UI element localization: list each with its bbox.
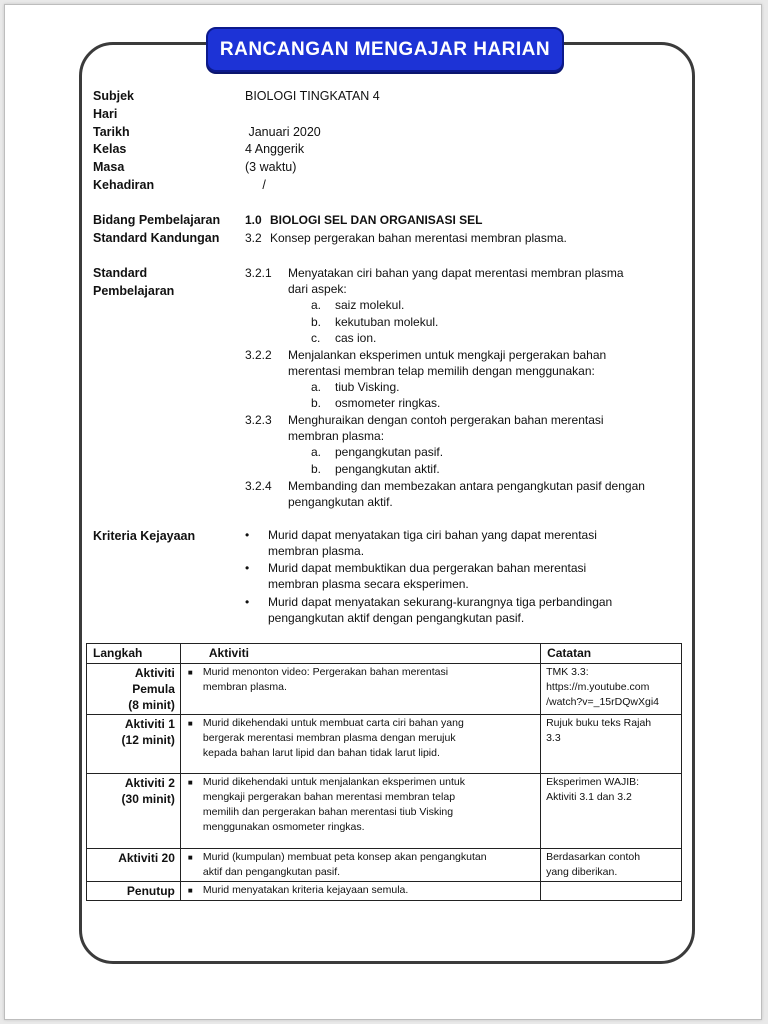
sp-sub-text: kekutuban molekul. xyxy=(335,315,439,329)
stage-text: Aktiviti 2 xyxy=(124,776,175,790)
bullet-square-icon: ■ xyxy=(187,778,193,787)
activity-text: menggunakan osmometer ringkas. xyxy=(202,821,365,833)
note-text: Eksperimen WAJIB: xyxy=(546,776,640,788)
table-row xyxy=(87,715,682,774)
activity-text: memilih dan pergerakan bahan merentasi tiub Visking xyxy=(202,806,454,818)
sp-sub-key: a. xyxy=(311,380,322,394)
kelas-value: 4 Anggerik xyxy=(245,142,305,156)
sp-sub-text: cas ion. xyxy=(335,331,377,345)
activity-text: bergerak merentasi membran plasma dengan merujuk xyxy=(202,732,456,744)
sp-sub-text: pengangkutan aktif. xyxy=(335,462,440,476)
sp-sub-key: a. xyxy=(311,445,322,459)
sp-sub-key: c. xyxy=(311,331,321,345)
sp-sub-key: b. xyxy=(311,396,322,410)
activity-text: Murid dikehendaki untuk membuat carta ciri bahan yang xyxy=(202,717,464,729)
note-text: TMK 3.3: xyxy=(546,666,589,678)
sp-sub-text: osmometer ringkas. xyxy=(335,396,441,410)
note-text: Aktiviti 3.1 dan 3.2 xyxy=(546,791,632,803)
activity-cell xyxy=(180,715,540,774)
stage-text: Aktiviti 1 xyxy=(124,717,175,731)
bidang-label: Bidang Pembelajaran xyxy=(93,213,221,227)
note-cell xyxy=(541,849,682,882)
activity-text: Murid dikehendaki untuk menjalankan eksperimen untuk xyxy=(202,776,465,788)
bullet-square-icon: ■ xyxy=(187,853,193,862)
sp-item-text: merentasi membran telap memilih dengan menggunakan: xyxy=(288,364,595,378)
sp-item-text: Membanding dan membezakan antara pengangkutan pasif dengan xyxy=(288,479,645,493)
activity-table xyxy=(86,643,682,901)
table-row xyxy=(87,774,682,849)
note-cell xyxy=(541,882,682,901)
note-cell xyxy=(541,715,682,774)
sp-item-text: dari aspek: xyxy=(288,282,347,296)
stage-text: (8 minit) xyxy=(128,698,175,712)
kehadiran-label: Kehadiran xyxy=(93,178,155,192)
sp-sub-text: tiub Visking. xyxy=(335,380,400,394)
sp-label-line2: Pembelajaran xyxy=(93,284,175,298)
kriteria-item: Murid dapat membuktikan dua pergerakan bahan merentasi xyxy=(268,561,587,575)
table-row xyxy=(87,882,682,901)
kriteria-item: pengangkutan aktif dengan pengangkutan pasif. xyxy=(268,611,525,625)
bullet-square-icon: ■ xyxy=(187,719,193,728)
masa-value: (3 waktu) xyxy=(245,160,297,174)
note-text: Rujuk buku teks Rajah xyxy=(546,717,652,729)
note-text: yang diberikan. xyxy=(546,866,618,878)
bullet-icon: • xyxy=(245,528,250,542)
stage-text: Aktiviti 20 xyxy=(118,851,175,865)
activity-text: Murid (kumpulan) membuat peta konsep akan pengangkutan xyxy=(202,851,487,863)
note-text: /watch?v=_15rDQwXgi4 xyxy=(546,696,659,708)
sp-item-num: 3.2.1 xyxy=(245,266,272,280)
hari-label: Hari xyxy=(93,107,118,121)
activity-text: Murid menyatakan kriteria kejayaan semula. xyxy=(202,884,409,896)
tarikh-label: Tarikh xyxy=(93,125,130,139)
note-text: https://m.youtube.com xyxy=(546,681,650,693)
kandungan-text: Konsep pergerakan bahan merentasi membran plasma. xyxy=(270,231,567,245)
sp-item-text: pengangkutan aktif. xyxy=(288,495,393,509)
sp-item-num: 3.2.3 xyxy=(245,413,272,427)
activity-text: aktif dan pengangkutan pasif. xyxy=(202,866,341,878)
stage-text: (12 minit) xyxy=(121,733,175,747)
note-cell xyxy=(541,774,682,849)
activity-text: Murid menonton video: Pergerakan bahan merentasi xyxy=(202,666,449,678)
kehadiran-value: / xyxy=(245,178,266,192)
page-title: RANCANGAN MENGAJAR HARIAN xyxy=(206,27,564,72)
bullet-square-icon: ■ xyxy=(187,668,193,677)
kandungan-label: Standard Kandungan xyxy=(93,231,220,245)
stage-text: Penutup xyxy=(126,884,175,898)
sp-item-text: Menjalankan eksperimen untuk mengkaji pergerakan bahan xyxy=(288,348,607,362)
note-text: Berdasarkan contoh xyxy=(546,851,641,863)
sp-item-text: Menghuraikan dengan contoh pergerakan bahan merentasi xyxy=(288,413,604,427)
bidang-text: BIOLOGI SEL DAN ORGANISASI SEL xyxy=(270,213,483,227)
sp-label-line1: Standard xyxy=(93,266,148,280)
table-row xyxy=(87,849,682,882)
bullet-square-icon: ■ xyxy=(187,886,193,895)
activity-cell xyxy=(180,849,540,882)
tarikh-value: Januari 2020 xyxy=(245,125,321,139)
table-header-row xyxy=(87,644,682,664)
kelas-label: Kelas xyxy=(93,142,127,156)
stage-cell xyxy=(87,664,181,715)
kriteria-item: Murid dapat menyatakan tiga ciri bahan yang dapat merentasi xyxy=(268,528,597,542)
stage-text: Aktiviti xyxy=(134,666,175,680)
stage-text: Pemula xyxy=(132,682,175,696)
sp-item-num: 3.2.2 xyxy=(245,348,272,362)
stage-cell xyxy=(87,774,181,849)
table-row xyxy=(87,664,682,715)
sp-sub-text: pengangkutan pasif. xyxy=(335,445,444,459)
kriteria-label: Kriteria Kejayaan xyxy=(93,529,196,543)
bidang-num: 1.0 xyxy=(245,213,262,227)
header-catatan: Catatan xyxy=(541,644,682,664)
activity-cell xyxy=(180,664,540,715)
stage-cell xyxy=(87,715,181,774)
header-langkah: Langkah xyxy=(87,644,181,664)
sp-sub-key: b. xyxy=(311,315,322,329)
activity-text: kepada bahan larut lipid dan bahan tidak larut lipid. xyxy=(202,747,440,759)
kriteria-item: membran plasma secara eksperimen. xyxy=(268,577,469,591)
activity-text: membran plasma. xyxy=(202,681,287,693)
activity-text: mengkaji pergerakan bahan merentasi membran telap xyxy=(202,791,456,803)
sp-sub-key: a. xyxy=(311,298,322,312)
stage-cell xyxy=(87,882,181,901)
bullet-icon: • xyxy=(245,595,250,609)
header-aktiviti: Aktiviti xyxy=(180,644,540,664)
kandungan-num: 3.2 xyxy=(245,231,262,245)
activity-cell xyxy=(180,882,540,901)
subjek-value: BIOLOGI TINGKATAN 4 xyxy=(245,89,380,103)
kriteria-item: Murid dapat menyatakan sekurang-kurangnya tiga perbandingan xyxy=(268,595,613,609)
stage-cell xyxy=(87,849,181,882)
stage-text: (30 minit) xyxy=(121,792,175,806)
kriteria-item: membran plasma. xyxy=(268,544,365,558)
activity-cell xyxy=(180,774,540,849)
note-cell xyxy=(541,664,682,715)
sp-sub-text: saiz molekul. xyxy=(335,298,405,312)
sp-item-text: membran plasma: xyxy=(288,429,385,443)
subjek-label: Subjek xyxy=(93,89,134,103)
note-text: 3.3 xyxy=(546,732,561,744)
bullet-icon: • xyxy=(245,561,250,575)
masa-label: Masa xyxy=(93,160,125,174)
sp-item-num: 3.2.4 xyxy=(245,479,272,493)
sp-item-text: Menyatakan ciri bahan yang dapat merentasi membran plasma xyxy=(288,266,624,280)
sp-sub-key: b. xyxy=(311,462,322,476)
